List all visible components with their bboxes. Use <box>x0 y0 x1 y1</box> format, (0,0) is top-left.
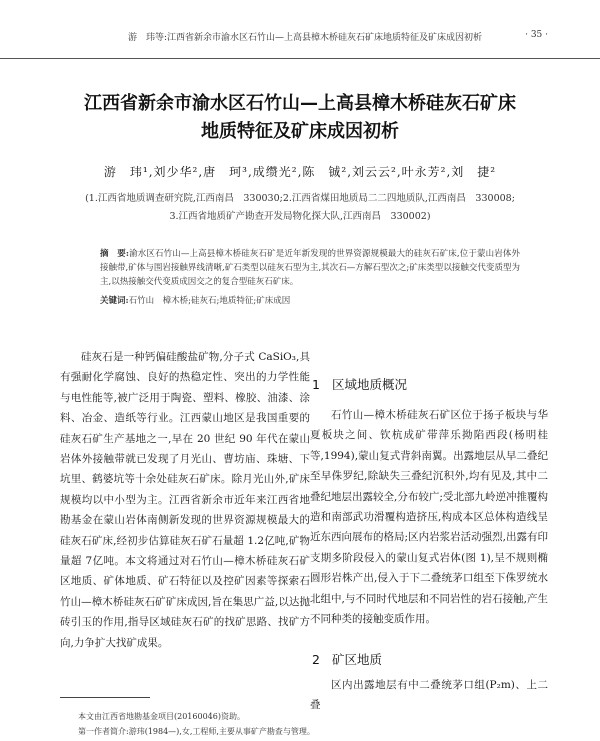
section-2-heading <box>312 650 382 668</box>
title-line-1: 江西省新余市渝水区石竹山—上高县樟木桥硅灰石矿床 <box>84 93 516 114</box>
section-2-number: 2 <box>312 652 320 667</box>
footnote-author: 第一作者简介:游玮(1984—),女,工程师,主要从事矿产勘查与管理。 <box>78 727 315 736</box>
section-1-heading <box>312 375 407 393</box>
abstract <box>100 247 520 289</box>
section-2-title: 矿区地质 <box>331 652 382 667</box>
section-1-title: 区域地质概况 <box>331 377 407 392</box>
title-line-2: 地质特征及矿床成因初析 <box>201 121 399 142</box>
footnote-fund: 本文由江西省地勘基金项目(20160046)资助。 <box>78 712 245 721</box>
intro-paragraph: 硅灰石是一种钙偏硅酸盐矿物,分子式 CaSiO₃,具有强耐化学腐蚀、良好的热稳定性、突出的力学性能与电性能等,被广泛用于陶瓷、塑料、橡胶、油漆、涂料、冶金、造纸等行业。江西蒙山地区是我国重要的硅灰石矿生产基地之一,早在 20 世纪 90 年代在蒙山岩体外接触带就已发现了月光山、曹坊庙、珠塘、下坑里、鹤婆坑等十余处硅灰石矿床。除月光山外,矿床规模均以中小型为主。江西省新余市近年来江西省地勘基金在蒙山岩体南侧新发现的世界资源规模最大的硅灰石矿床,经初步估算硅灰石矿石量超 1.2亿吨,矿物量超 7亿吨。本文将通过对石竹山—樟木桥硅灰石矿区地质、矿体地质、矿石特征以及控矿因素等探索石竹山—樟木桥硅灰石矿矿床成因,旨在集思广益,以达抛砖引玉的作用,指导区域硅灰石矿的找矿思路、找矿方向,力争扩大找矿成果。 <box>60 351 310 649</box>
section-1-paragraph: 石竹山—樟木桥硅灰石矿区位于扬子板块与华夏板块之间、钦杭成矿带萍乐拗陷西段(杨明桂等,1994),蒙山复式背斜南翼。出露地层从早二叠纪至早侏罗纪,除缺失三叠纪沉积外,均有见及,其中二叠纪地层出露较全,分布较广;受北部九岭逆冲推覆构造和南部武功滑覆构造挤压,构成本区总体构造线呈近东西向展布的格局;区内岩浆岩活动强烈,出露有印支期多阶段侵入的蒙山复式岩体(图 1),呈不规则椭圆形岩株产出,侵入于下二叠统茅口组至下侏罗统水北组中,与不同时代地层和不同岩性的岩石接触,产生不同种类的接触变质作用。 <box>310 409 548 626</box>
paper-title <box>0 90 600 146</box>
affiliation-line-1: (1.江西省地质调查研究院,江西南昌 330030;2.江西省煤田地质局二二四地质队,江西南昌 330008; <box>85 193 515 204</box>
page-number: · 35 · <box>525 30 548 40</box>
page-header <box>0 0 600 59</box>
left-column <box>60 347 310 653</box>
abstract-label: 摘 要: <box>100 249 130 259</box>
keywords-text: 石竹山 樟木桥;硅灰石;地质特征;矿床成因 <box>128 296 291 306</box>
running-title: 游 玮等:江西省新余市渝水区石竹山—上高县樟木桥硅灰石矿床地质特征及矿床成因初析 <box>128 33 483 43</box>
keywords <box>100 294 520 306</box>
section-1-number: 1 <box>312 377 320 392</box>
footnote-divider <box>60 697 150 698</box>
section-2-body <box>310 675 548 716</box>
abstract-text: 渝水区石竹山—上高县樟木桥硅灰石矿是近年新发现的世界资源规模最大的硅灰石矿床,位于蒙山岩体外接触带,矿体与围岩接触界线清晰,矿石类型以硅灰石型为主,其次石—方解石型次之;矿床类型以接触交代变质型为主,以热接触交代变质成因交之的复合型硅灰石矿床。 <box>100 249 520 287</box>
author-list: 游 玮¹,刘少华²,唐 珂³,成缵光²,陈 铖²,刘云云²,叶永芳²,刘 捷² <box>103 165 497 179</box>
section-1-body <box>310 405 548 629</box>
section-2-paragraph: 区内出露地层有中二叠统茅口组(P₂m)、上二叠 <box>310 679 548 712</box>
keywords-label: 关键词: <box>100 296 129 306</box>
affiliation-line-2: 3.江西省地质矿产勘查开发局物化探大队,江西南昌 330002) <box>169 211 431 222</box>
